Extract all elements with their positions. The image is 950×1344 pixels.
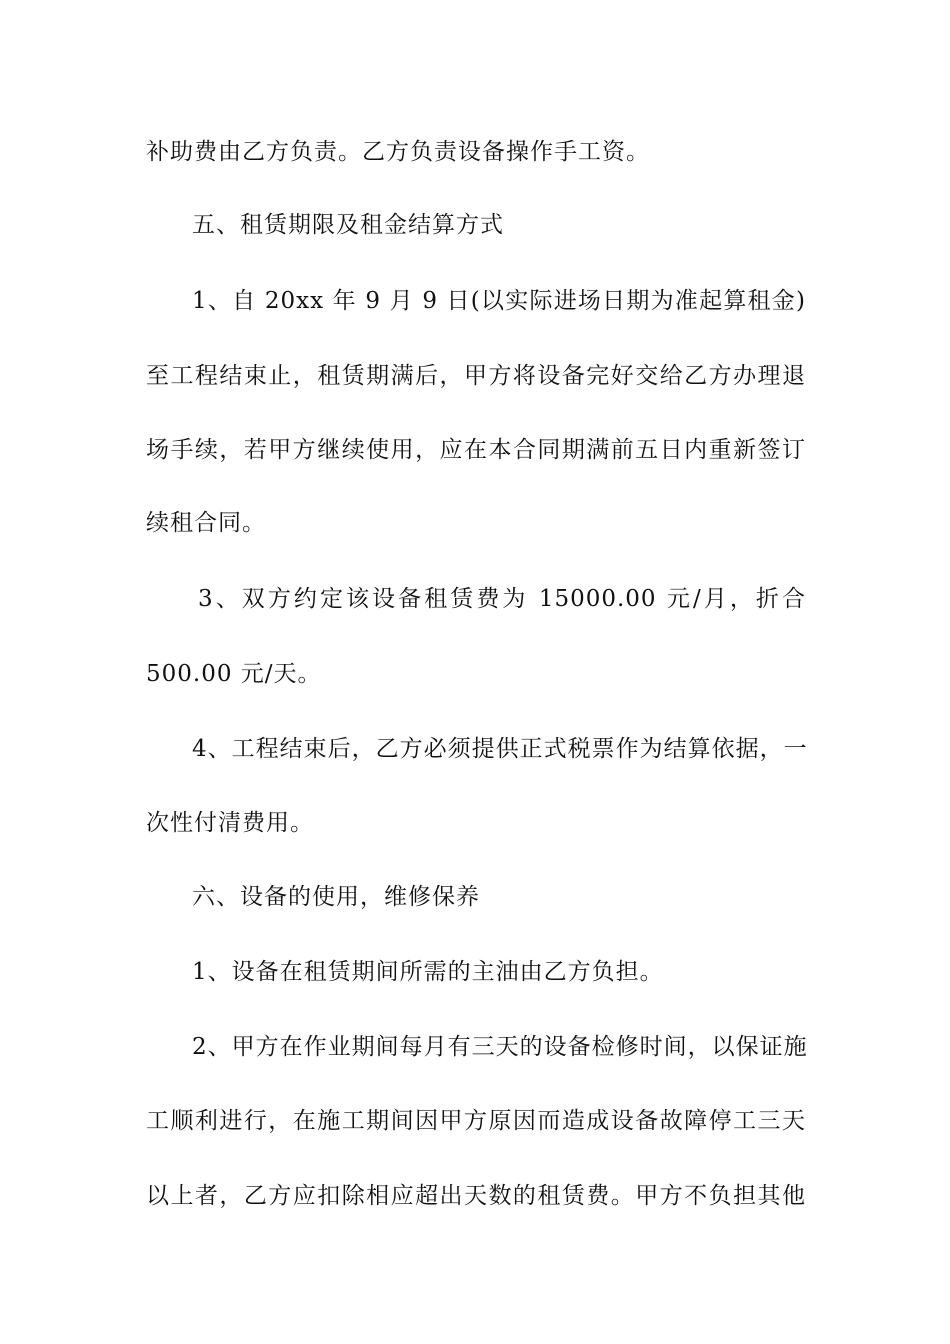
text-line-13: 2、甲方在作业期间每月有三天的设备检修时间，以保证施 — [192, 1034, 808, 1060]
text-line-1: 补助费由乙方负责。乙方负责设备操作手工资。 — [146, 139, 650, 165]
text-line-9: 4、工程结束后，乙方必须提供正式税票作为结算依据，一 — [192, 736, 808, 762]
text-line-5: 场手续，若甲方继续使用，应在本合同期满前五日内重新签订 — [146, 437, 806, 463]
section-heading-6: 六、设备的使用，维修保养 — [192, 884, 480, 910]
text-line-14: 工顺利进行，在施工期间因甲方原因而造成设备故障停工三天 — [146, 1108, 806, 1134]
text-line-8: 500.00 元/天。 — [146, 661, 322, 687]
text-line-6: 续租合同。 — [146, 510, 266, 536]
text-line-3: 1、自 20xx 年 9 月 9 日(以实际进场日期为准起算租金) — [192, 288, 806, 314]
text-line-15: 以上者，乙方应扣除相应超出天数的租赁费。甲方不负担其他 — [146, 1183, 806, 1209]
text-line-4: 至工程结束止，租赁期满后，甲方将设备完好交给乙方办理退 — [146, 363, 806, 389]
text-line-7: 3、双方约定该设备租赁费为 15000.00 元/月，折合 — [198, 586, 806, 612]
text-line-10: 次性付清费用。 — [146, 810, 314, 836]
text-line-12: 1、设备在租赁期间所需的主油由乙方负担。 — [192, 959, 664, 985]
section-heading-5: 五、租赁期限及租金结算方式 — [192, 212, 504, 238]
